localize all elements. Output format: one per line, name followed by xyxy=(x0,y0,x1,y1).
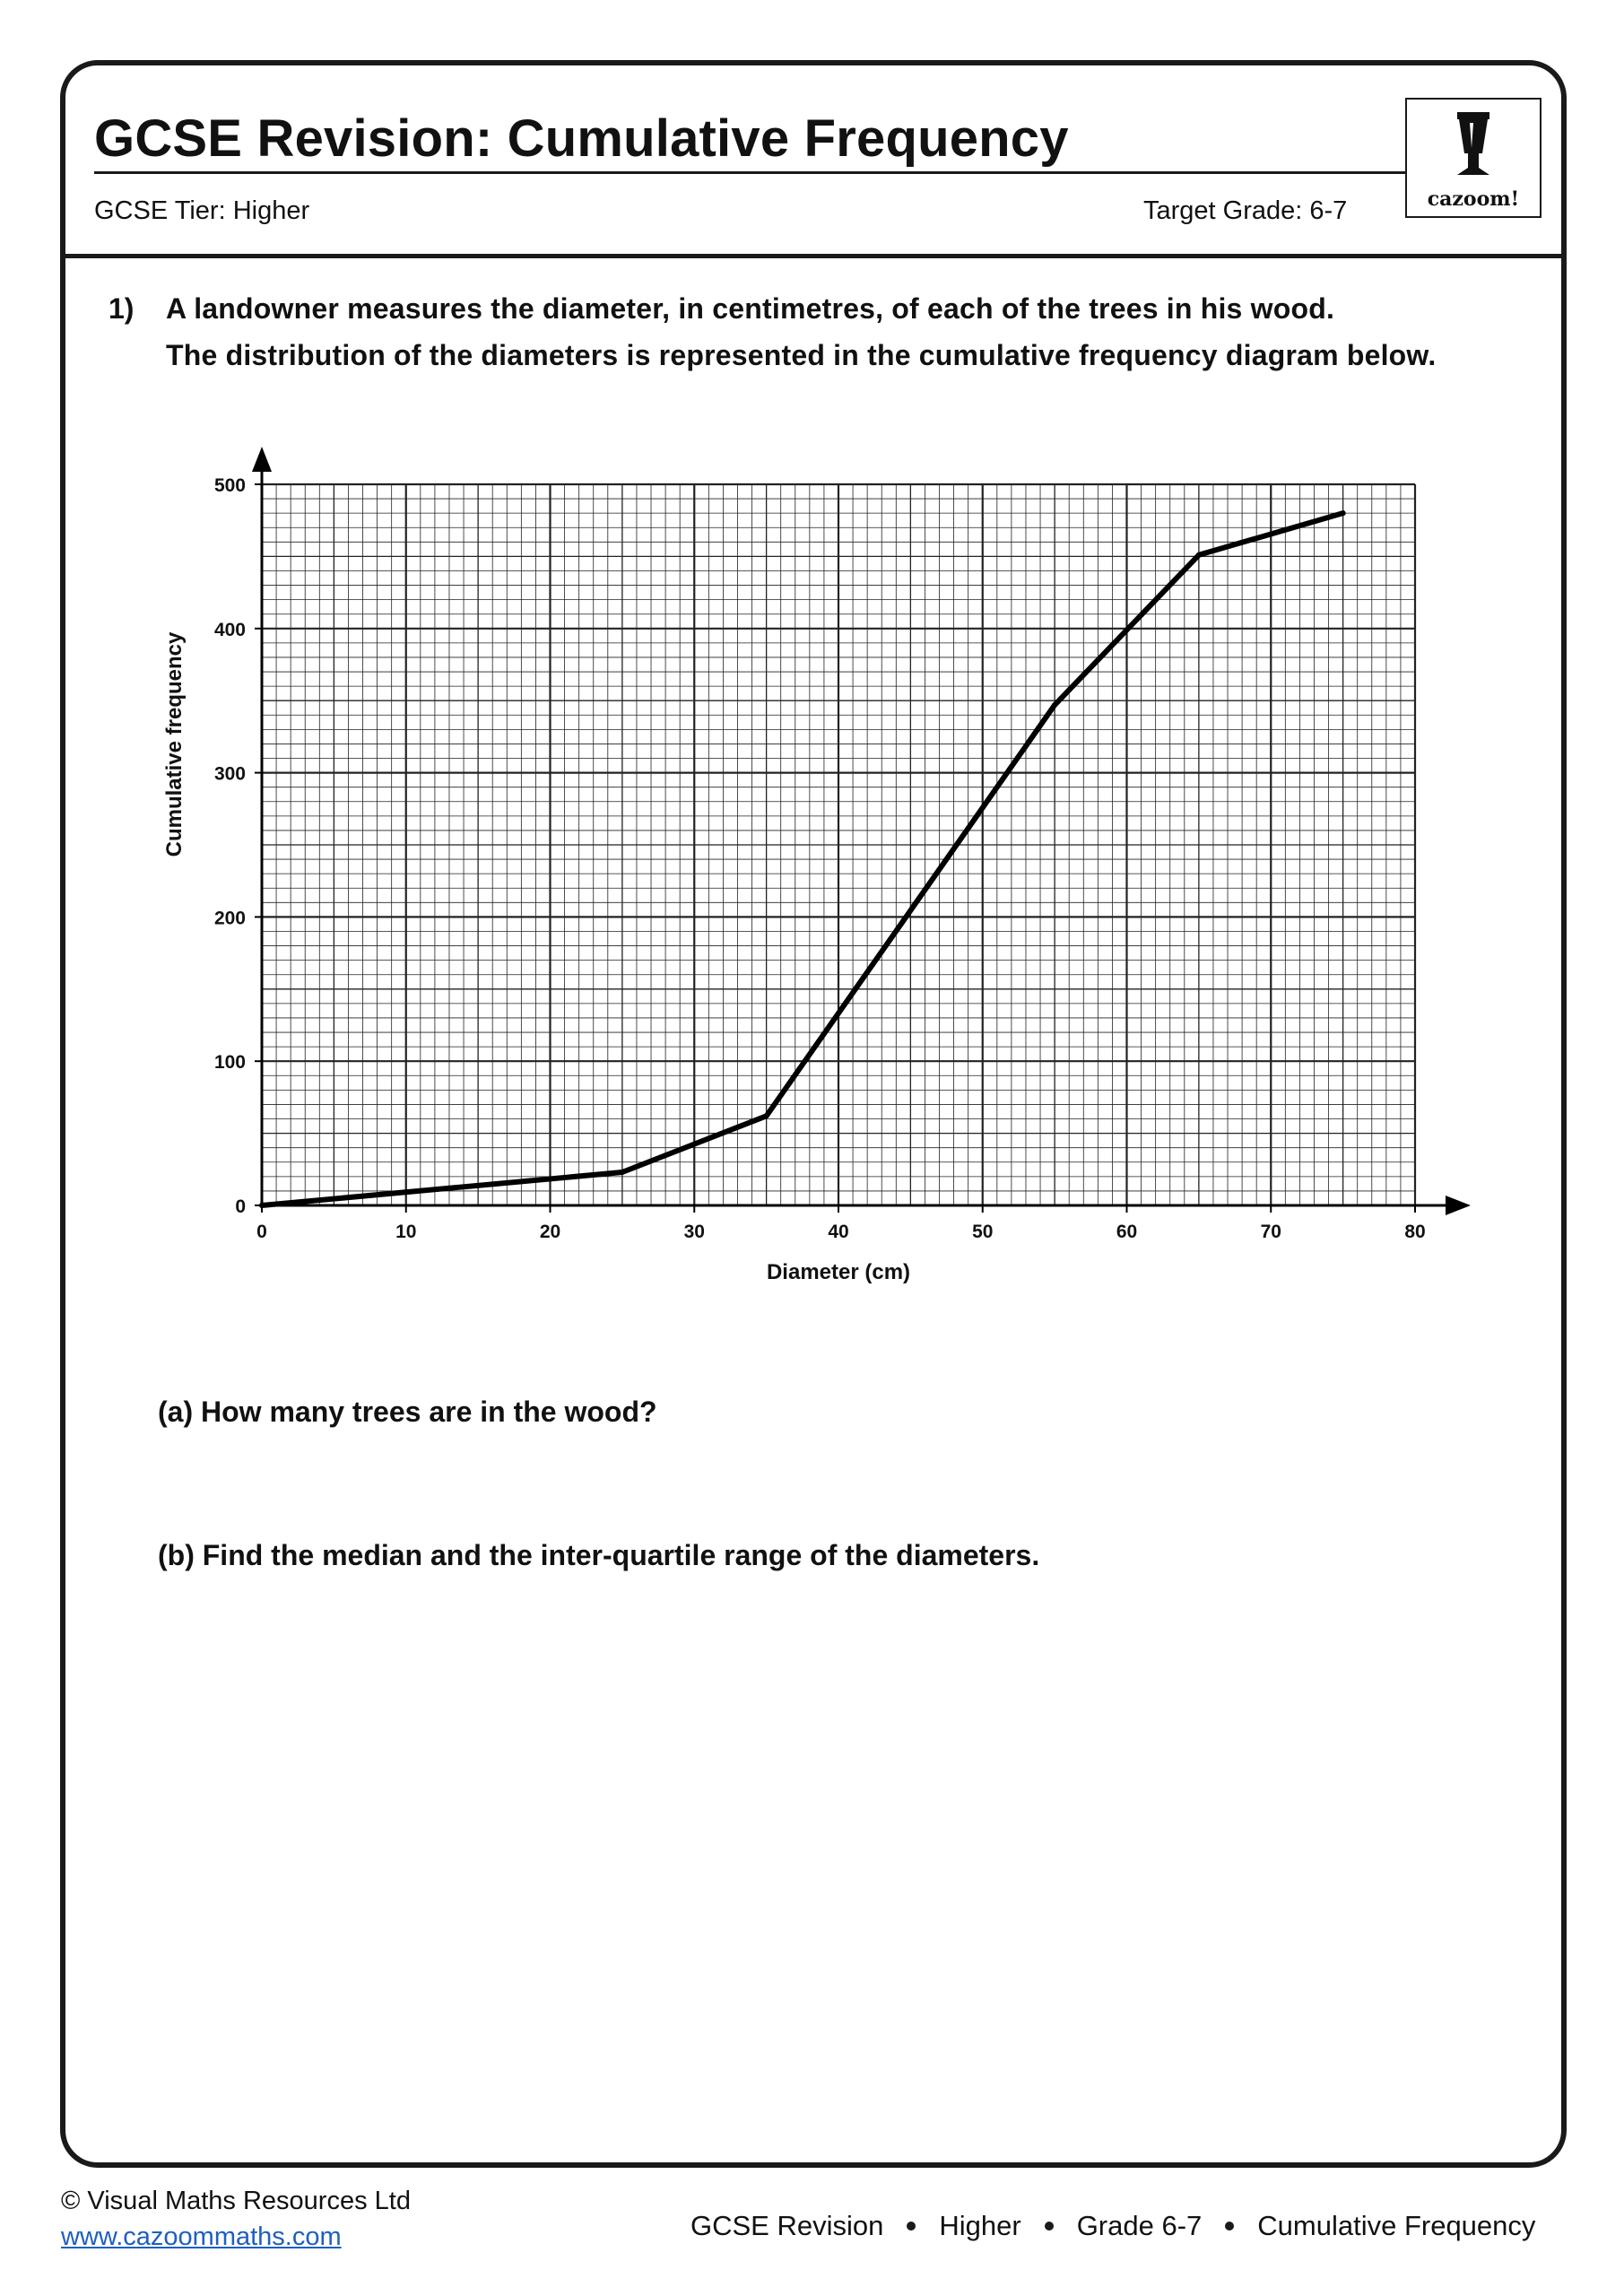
footer-crumb: Cumulative Frequency xyxy=(1257,2210,1536,2241)
page-title: GCSE Revision: Cumulative Frequency xyxy=(94,109,1069,168)
part-b-question: (b) Find the median and the inter-quartile range of the diameters. xyxy=(158,1539,1040,1571)
x-tick-label: 0 xyxy=(256,1222,267,1242)
data-point xyxy=(620,1170,625,1175)
footer-copyright: © Visual Maths Resources Ltd xyxy=(61,2187,411,2215)
x-tick-label: 60 xyxy=(1116,1222,1138,1242)
title-underline xyxy=(94,171,1414,174)
footer-crumb: GCSE Revision xyxy=(690,2210,884,2241)
tick-labels xyxy=(214,475,1426,1242)
y-tick-label: 0 xyxy=(235,1196,246,1217)
logo-wordmark: cazoom! xyxy=(1427,187,1520,211)
data-point xyxy=(1052,702,1057,708)
y-axis-label: Cumulative frequency xyxy=(162,631,187,857)
cumulative-frequency-chart xyxy=(152,438,1480,1299)
y-tick-label: 100 xyxy=(213,1052,246,1074)
x-tick-label: 50 xyxy=(972,1222,994,1242)
question-number: 1) xyxy=(109,292,135,325)
footer-crumb: Higher xyxy=(939,2210,1021,2241)
trophy-icon xyxy=(1407,100,1540,189)
bullet-icon xyxy=(907,2222,916,2231)
data-point xyxy=(1341,510,1346,516)
x-tick-label: 10 xyxy=(395,1222,417,1242)
x-tick-label: 70 xyxy=(1260,1222,1281,1242)
target-grade-label: Target Grade: 6-7 xyxy=(1143,196,1348,225)
data-point xyxy=(764,1113,769,1118)
bullet-icon xyxy=(1225,2222,1234,2231)
y-tick-label: 200 xyxy=(213,908,246,929)
y-tick-label: 500 xyxy=(213,475,246,496)
header-divider xyxy=(65,254,1561,258)
y-tick-label: 300 xyxy=(213,763,246,785)
part-a-question: (a) How many trees are in the wood? xyxy=(158,1396,657,1428)
x-tick-label: 20 xyxy=(539,1222,561,1242)
x-tick-label: 40 xyxy=(828,1222,849,1242)
tier-label: GCSE Tier: Higher xyxy=(94,196,310,225)
cazoom-logo xyxy=(1405,98,1541,218)
x-axis-label: Diameter (cm) xyxy=(766,1260,911,1284)
question-text-line-2: The distribution of the diameters is represented in the cumulative frequency diagram below. xyxy=(166,339,1437,371)
x-tick-label: 80 xyxy=(1404,1222,1426,1242)
footer-breadcrumb xyxy=(690,2210,1535,2242)
x-tick-label: 30 xyxy=(683,1222,705,1242)
x-axis-arrow xyxy=(1446,1196,1471,1215)
question-text-line-1: A landowner measures the diameter, in centimetres, of each of the trees in his wood. xyxy=(166,292,1335,325)
footer-website-link[interactable]: www.cazoommaths.com xyxy=(61,2222,342,2251)
footer-crumb: Grade 6-7 xyxy=(1076,2210,1203,2241)
y-tick-label: 400 xyxy=(213,619,246,640)
data-point xyxy=(1196,552,1202,558)
bullet-icon xyxy=(1045,2222,1054,2231)
y-axis-arrow xyxy=(252,447,272,472)
data-point xyxy=(259,1203,265,1208)
